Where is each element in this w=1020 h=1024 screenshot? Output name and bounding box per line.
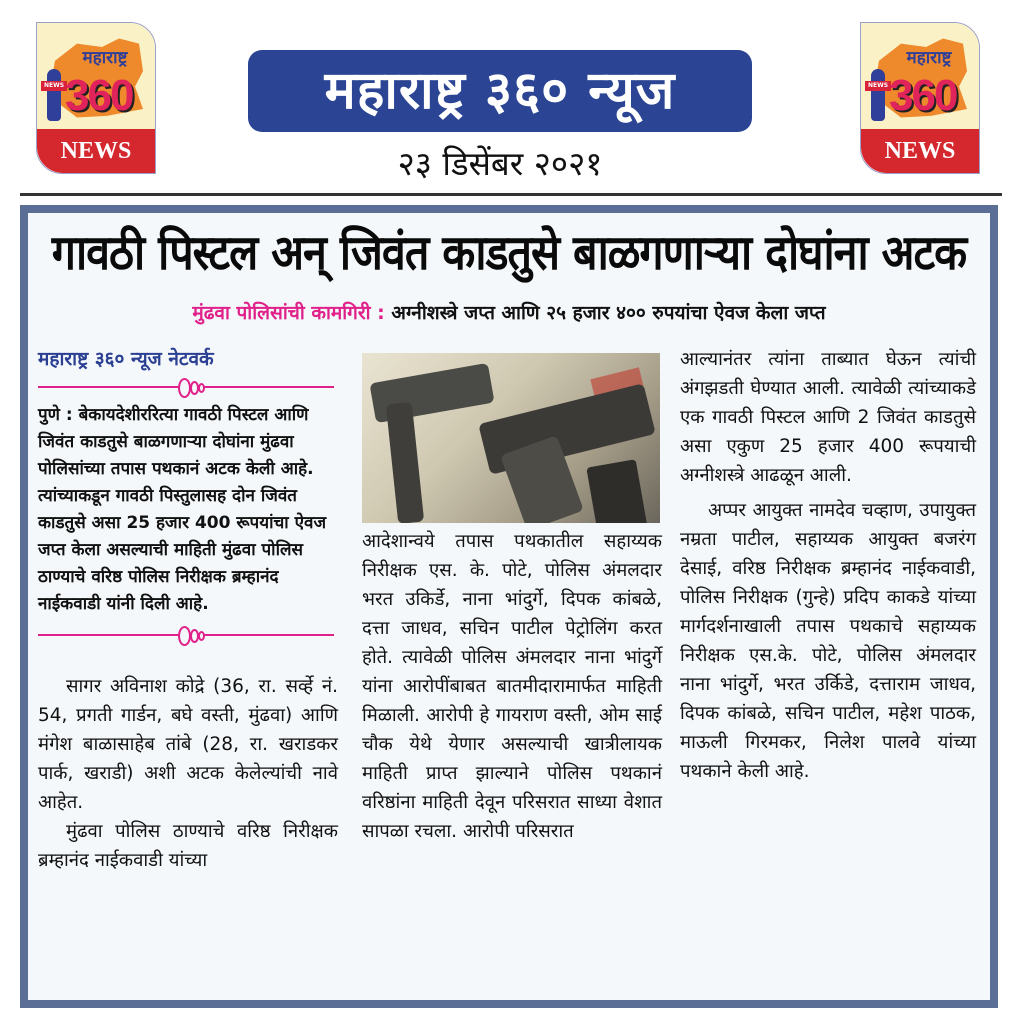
pistols-photo bbox=[362, 353, 660, 523]
article-frame bbox=[20, 205, 998, 1008]
logo-right bbox=[860, 22, 980, 174]
body-paragraph: आल्यानंतर त्यांना ताब्यात घेऊन त्यांची अंगझडती घेण्यात आली. त्यावेळी त्यांच्याकडे एक गावठी पिस्टल आणि 2 जिवंत काडतुसे असा एकुण 25 हजार 400 रूपयाची अग्नीशस्त्रे आढळून आली. bbox=[680, 349, 976, 486]
byline: महाराष्ट्र ३६० न्यूज नेटवर्क bbox=[38, 348, 214, 370]
logo-number: 360 bbox=[889, 71, 957, 120]
logo-footer-label: NEWS bbox=[861, 129, 979, 173]
body-paragraph: मुंढवा पोलिस ठाण्याचे वरिष्ठ निरीक्षक ब्रम्हानंद नाईकवाडी यांच्या bbox=[38, 821, 338, 871]
body-paragraph: अप्पर आयुक्त नामदेव चव्हाण, उपायुक्त नम्रता पाटील, सहाय्यक आयुक्त बजरंग देसाई, वरिष्ठ निरीक्षक ब्रम्हानंद नाईकवाडी, पोलिस निरीक्षक (गुन्हे) प्रदिप काकडे यांच्या मार्गदर्शनाखाली तपास पथकाचे सहाय्यक निरीक्षक एस.के. पोटे, पोलिस अंमलदार नाना भांदुर्गे, भरत उर्किडे, दत्ताराम जाधव, दिपक कांबळे, सचिन पाटील, महेश पाठक, माऊली गिरमकर, निलेश पालवे यांच्या पथकाने केली आहे. bbox=[680, 500, 976, 782]
divider-ornament-icon bbox=[38, 378, 338, 396]
subhead-text: अग्नीशस्त्रे जप्त आणि २५ हजार ४०० रुपयांचा ऐवज केला जप्त bbox=[391, 302, 826, 324]
subhead-highlight: मुंढवा पोलिसांची कामगिरी : bbox=[192, 302, 385, 324]
microphone-icon bbox=[47, 69, 61, 121]
mic-badge: NEWS bbox=[865, 81, 891, 91]
article-column-3 bbox=[680, 345, 976, 786]
lead-paragraph: पुणे : बेकायदेशीररित्या गावठी पिस्टल आणि जिवंत काडतुसे बाळगणाऱ्या दोघांना मुंढवा पोलिसांच्या तपास पथकानं अटक केली आहे. त्यांच्याकडून गावठी पिस्तुलासह दोन जिवंत काडतुसे असा 25 हजार 400 रूपयांचा ऐवज जप्त केला असल्याची माहिती मुंढवा पोलिस ठाण्याचे वरिष्ठ पोलिस निरीक्षक ब्रम्हानंद नाईकवाडी यांनी दिली आहे. bbox=[38, 405, 327, 614]
mic-badge: NEWS bbox=[41, 81, 67, 91]
microphone-icon bbox=[871, 69, 885, 121]
body-paragraph: आदेशान्वये तपास पथकातील सहाय्यक निरीक्षक एस. के. पोटे, पोलिस अंमलदार भरत उकिर्डे, नाना भांदुर्गे, दिपक कांबळे, दत्ता जाधव, सचिन पाटील पेट्रोलिंग करत होते. त्यावेळी पोलिस अंमलदार नाना भांदुर्गे यांना आरोपींबाबत बातमीदारामार्फत माहिती मिळाली. आरोपी हे गायराण वस्ती, ओम साई चौक येथे येणार असल्याची खात्रीलायक माहिती प्राप्त झाल्याने पोलिस पथकानं वरिष्ठांना माहिती देवून परिसरात साध्या वेशात सापळा रचला. आरोपी परिसरात bbox=[362, 531, 662, 842]
article-column-2 bbox=[362, 353, 662, 846]
logo-left bbox=[36, 22, 156, 174]
logo-number: 360 bbox=[65, 71, 133, 120]
body-paragraph: सागर अविनाश कोद्रे (36, रा. सर्व्हे नं. 54, प्रगती गार्डन, बघे वस्ती, मुंढवा) आणि मंगेश बाळासाहेब तांबे (28, रा. खराडकर पार्क, खराडी) अशी अटक केलेल्यांची नावे आहेत. bbox=[38, 676, 338, 813]
logo-region-label: महाराष्ट्र bbox=[906, 48, 952, 68]
masthead-title: महाराष्ट्र ३६० न्यूज bbox=[248, 50, 752, 132]
logo-region-label: महाराष्ट्र bbox=[82, 48, 128, 68]
article-headline: गावठी पिस्टल अन् जिवंत काडतुसे बाळगणाऱ्या दोघांना अटक bbox=[51, 225, 967, 282]
article-column-1 bbox=[38, 345, 338, 875]
header-divider bbox=[20, 193, 1002, 196]
publication-date: २३ डिसेंबर २०२१ bbox=[397, 144, 603, 183]
divider-ornament-icon bbox=[38, 626, 338, 644]
logo-footer-label: NEWS bbox=[37, 129, 155, 173]
article-subhead bbox=[28, 299, 990, 325]
